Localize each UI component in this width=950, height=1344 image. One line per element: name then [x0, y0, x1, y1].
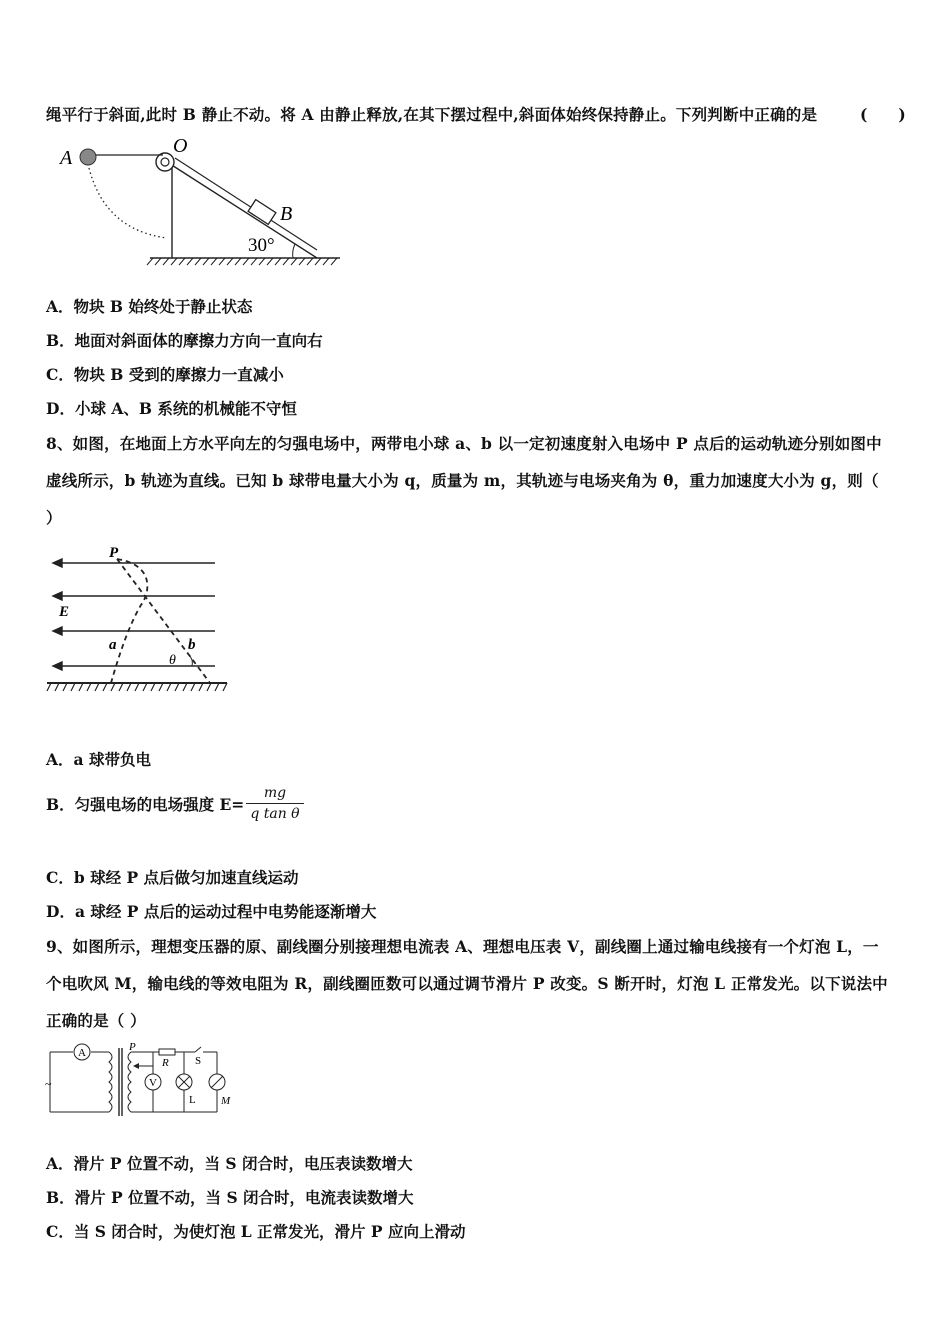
label-l: L — [189, 1094, 196, 1106]
incline-slope — [167, 162, 317, 258]
swing-path — [89, 168, 167, 238]
q9-stem-line3: 正确的是（ ） — [46, 1011, 146, 1030]
label-s: S — [195, 1055, 202, 1067]
q8-option-d: D．a 球经 P 点后的运动过程中电势能逐渐增大 — [46, 902, 377, 921]
q9-option-b: B．滑片 P 位置不动，当 S 闭合时，电流表读数增大 — [46, 1188, 414, 1207]
label-ac: ~ — [45, 1077, 52, 1091]
label-b: b — [188, 637, 196, 653]
label-m: M — [221, 1095, 231, 1107]
label-a: a — [109, 637, 117, 653]
label-ammeter: A — [78, 1047, 86, 1059]
q7-option-b: B．地面对斜面体的摩擦力方向一直向右 — [46, 331, 323, 350]
trajectory-a — [111, 559, 147, 683]
q8-option-c: C．b 球经 P 点后做匀加速直线运动 — [46, 868, 299, 887]
q9-option-c: C．当 S 闭合时，为使灯泡 L 正常发光，滑片 P 应向上滑动 — [46, 1222, 466, 1241]
q9-stem-line2: 个电吹风 M，输电线的等效电阻为 R，副线圈匝数可以通过调节滑片 P 改变。S 断开时，灯泡 L 正常发光。以下说法中 — [46, 974, 888, 993]
q8-option-a: A．a 球带负电 — [46, 750, 151, 769]
label-r: R — [162, 1057, 169, 1069]
trajectory-b — [117, 559, 210, 683]
q8-stem-line2: 虚线所示，b 轨迹为直线。已知 b 球带电量大小为 q，质量为 m，其轨迹与电场夹角为 θ，重力加速度大小为 g，则（ — [46, 471, 879, 490]
label-angle: 30° — [248, 235, 275, 256]
ground-hatch — [147, 258, 337, 265]
q8-stem-line1: 8、如图，在地面上方水平向左的匀强电场中，两带电小球 a、b 以一定初速度射入电场中 P 点后的运动轨迹分别如图中 — [46, 434, 882, 453]
field-lines — [53, 559, 215, 670]
label-theta: θ — [169, 653, 176, 668]
q8-option-b — [46, 785, 304, 822]
label-e: E — [59, 604, 70, 620]
q7-option-c: C．物块 B 受到的摩擦力一直减小 — [46, 365, 284, 384]
label-p: P — [109, 545, 119, 561]
resistor-icon — [159, 1049, 175, 1055]
fraction-denominator: q tan θ — [250, 806, 300, 822]
q7-option-d: D．小球 A、B 系统的机械能不守恒 — [46, 399, 297, 418]
fraction-numerator: mg — [246, 785, 303, 804]
ball-a-icon — [80, 149, 96, 165]
q7-figure — [55, 130, 355, 270]
q9-circuit-figure — [45, 1040, 245, 1120]
q8-option-b-text: B．匀强电场的电场强度 E= — [46, 794, 245, 814]
label-voltmeter: V — [149, 1077, 157, 1089]
label-o: O — [173, 135, 188, 157]
q8-option-b-fraction — [246, 785, 303, 822]
q7-intro: 绳平行于斜面,此时 B 静止不动。将 A 由静止释放,在其下摆过程中,斜面体始终保持静止。下列判断中正确的是 — [46, 105, 818, 124]
q9-stem-line1: 9、如图所示，理想变压器的原、副线圈分别接理想电流表 A、理想电压表 V，副线圈上通过输电线接有一个灯泡 L，一 — [46, 937, 879, 956]
q9-option-a: A．滑片 P 位置不动，当 S 闭合时，电压表读数增大 — [46, 1154, 413, 1173]
label-b: B — [280, 203, 293, 225]
q8-stem-line3: ） — [46, 508, 62, 527]
q8-figure — [45, 545, 235, 695]
label-a: A — [60, 147, 73, 169]
label-p: P — [129, 1041, 136, 1053]
q7-answer-paren: ( ) — [860, 105, 906, 124]
q7-option-a: A．物块 B 始终处于静止状态 — [46, 297, 253, 316]
